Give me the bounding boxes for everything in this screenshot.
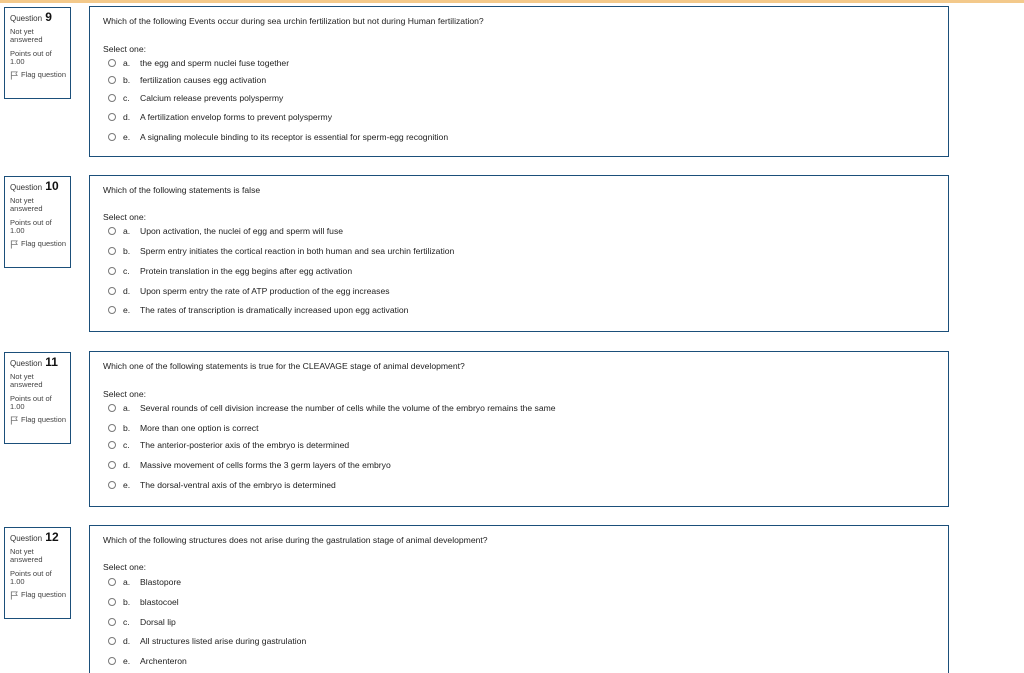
radio-button[interactable] xyxy=(108,247,116,255)
option-letter: b. xyxy=(123,246,131,256)
answer-option[interactable] xyxy=(108,130,448,144)
answer-option[interactable] xyxy=(108,654,187,668)
question-text: Which of the following structures does not arise during the gastrulation stage of animal development? xyxy=(103,535,488,545)
option-letter: d. xyxy=(123,286,131,296)
flag-question-link[interactable]: Flag question xyxy=(10,71,70,80)
select-one-prompt: Select one: xyxy=(103,562,146,572)
question-info-panel xyxy=(4,7,71,99)
answer-option[interactable] xyxy=(108,110,332,124)
radio-button[interactable] xyxy=(108,424,116,432)
question-number: Question 12 xyxy=(10,530,59,544)
option-text: Archenteron xyxy=(140,656,187,666)
option-letter: a. xyxy=(123,226,131,236)
option-letter: a. xyxy=(123,403,131,413)
question-state: Not yet answered xyxy=(10,372,43,389)
question-text: Which of the following Events occur during sea urchin fertilization but not during Human fertilization? xyxy=(103,16,484,26)
option-text: the egg and sperm nuclei fuse together xyxy=(140,58,290,68)
question-grade: Points out of 1.00 xyxy=(10,218,52,235)
select-one-prompt: Select one: xyxy=(103,389,146,399)
option-letter: c. xyxy=(123,266,130,276)
radio-button[interactable] xyxy=(108,306,116,314)
radio-button[interactable] xyxy=(108,461,116,469)
question-grade: Points out of 1.00 xyxy=(10,49,52,66)
question-state: Not yet answered xyxy=(10,27,43,44)
answer-option[interactable] xyxy=(108,595,179,609)
radio-button[interactable] xyxy=(108,578,116,586)
option-text: Dorsal lip xyxy=(140,617,176,627)
answer-option[interactable] xyxy=(108,284,390,298)
option-letter: e. xyxy=(123,132,131,142)
radio-button[interactable] xyxy=(108,287,116,295)
option-text: blastocoel xyxy=(140,597,179,607)
option-letter: d. xyxy=(123,112,131,122)
radio-button[interactable] xyxy=(108,227,116,235)
question-content xyxy=(89,175,949,332)
answer-option[interactable] xyxy=(108,56,289,70)
option-text: Upon activation, the nuclei of egg and sperm will fuse xyxy=(140,226,344,236)
radio-button[interactable] xyxy=(108,267,116,275)
select-one-prompt: Select one: xyxy=(103,44,146,54)
option-letter: e. xyxy=(123,480,131,490)
question-number: Question 10 xyxy=(10,179,59,193)
option-letter: a. xyxy=(123,58,131,68)
flag-question-link[interactable]: Flag question xyxy=(10,240,70,249)
option-letter: e. xyxy=(123,305,131,315)
radio-button[interactable] xyxy=(108,481,116,489)
answer-option[interactable] xyxy=(108,224,343,238)
answer-option[interactable] xyxy=(108,401,556,415)
flag-icon xyxy=(10,591,19,600)
question-info-panel xyxy=(4,527,71,619)
radio-button[interactable] xyxy=(108,76,116,84)
answer-option[interactable] xyxy=(108,478,336,492)
select-one-prompt: Select one: xyxy=(103,212,146,222)
option-letter: b. xyxy=(123,75,131,85)
option-letter: c. xyxy=(123,617,130,627)
radio-button[interactable] xyxy=(108,657,116,665)
answer-option[interactable] xyxy=(108,575,181,589)
option-letter: b. xyxy=(123,423,131,433)
radio-button[interactable] xyxy=(108,618,116,626)
radio-button[interactable] xyxy=(108,441,116,449)
option-letter: c. xyxy=(123,93,130,103)
flag-question-link[interactable]: Flag question xyxy=(10,591,70,600)
radio-button[interactable] xyxy=(108,637,116,645)
option-text: Sperm entry initiates the cortical reaction in both human and sea urchin fertilization xyxy=(140,246,455,256)
answer-option[interactable] xyxy=(108,634,306,648)
option-text: Calcium release prevents polyspermy xyxy=(140,93,284,103)
option-text: fertilization causes egg activation xyxy=(140,75,267,85)
option-letter: b. xyxy=(123,597,131,607)
question-content xyxy=(89,525,949,673)
option-text: The dorsal-ventral axis of the embryo is determined xyxy=(140,480,336,490)
option-text: The rates of transcription is dramatically increased upon egg activation xyxy=(140,305,409,315)
flag-icon xyxy=(10,71,19,80)
answer-option[interactable] xyxy=(108,244,454,258)
flag-icon xyxy=(10,240,19,249)
option-letter: c. xyxy=(123,440,130,450)
answer-option[interactable] xyxy=(108,458,391,472)
top-accent-line xyxy=(0,0,1024,3)
option-text: A signaling molecule binding to its receptor is essential for sperm-egg recognition xyxy=(140,132,449,142)
question-info-panel xyxy=(4,176,71,268)
question-number: Question 11 xyxy=(10,355,58,369)
answer-option[interactable] xyxy=(108,615,176,629)
option-text: More than one option is correct xyxy=(140,423,259,433)
question-text: Which of the following statements is false xyxy=(103,185,261,195)
question-state: Not yet answered xyxy=(10,196,43,213)
answer-option[interactable] xyxy=(108,303,408,317)
option-text: All structures listed arise during gastrulation xyxy=(140,636,307,646)
option-letter: d. xyxy=(123,460,131,470)
answer-option[interactable] xyxy=(108,438,349,452)
option-letter: a. xyxy=(123,577,131,587)
option-text: Massive movement of cells forms the 3 germ layers of the embryo xyxy=(140,460,391,470)
flag-icon xyxy=(10,416,19,425)
option-letter: e. xyxy=(123,656,131,666)
question-grade: Points out of 1.00 xyxy=(10,394,52,411)
option-text: The anterior-posterior axis of the embryo is determined xyxy=(140,440,350,450)
answer-option[interactable] xyxy=(108,421,258,435)
radio-button[interactable] xyxy=(108,598,116,606)
option-letter: d. xyxy=(123,636,131,646)
radio-button[interactable] xyxy=(108,404,116,412)
option-text: Upon sperm entry the rate of ATP production of the egg increases xyxy=(140,286,390,296)
question-info-panel xyxy=(4,352,71,444)
radio-button[interactable] xyxy=(108,59,116,67)
answer-option[interactable] xyxy=(108,91,283,105)
question-number: Question 9 xyxy=(10,10,52,24)
question-grade: Points out of 1.00 xyxy=(10,569,52,586)
question-state: Not yet answered xyxy=(10,547,43,564)
radio-button[interactable] xyxy=(108,133,116,141)
answer-option[interactable] xyxy=(108,264,352,278)
question-content xyxy=(89,351,949,507)
answer-option[interactable] xyxy=(108,73,266,87)
radio-button[interactable] xyxy=(108,94,116,102)
option-text: Blastopore xyxy=(140,577,182,587)
option-text: Protein translation in the egg begins after egg activation xyxy=(140,266,353,276)
question-text: Which one of the following statements is true for the CLEAVAGE stage of animal development? xyxy=(103,361,465,371)
option-text: A fertilization envelop forms to prevent polyspermy xyxy=(140,112,333,122)
question-content xyxy=(89,6,949,157)
radio-button[interactable] xyxy=(108,113,116,121)
flag-question-link[interactable]: Flag question xyxy=(10,416,70,425)
option-text: Several rounds of cell division increase the number of cells while the volume of the embryo remains the same xyxy=(140,403,556,413)
